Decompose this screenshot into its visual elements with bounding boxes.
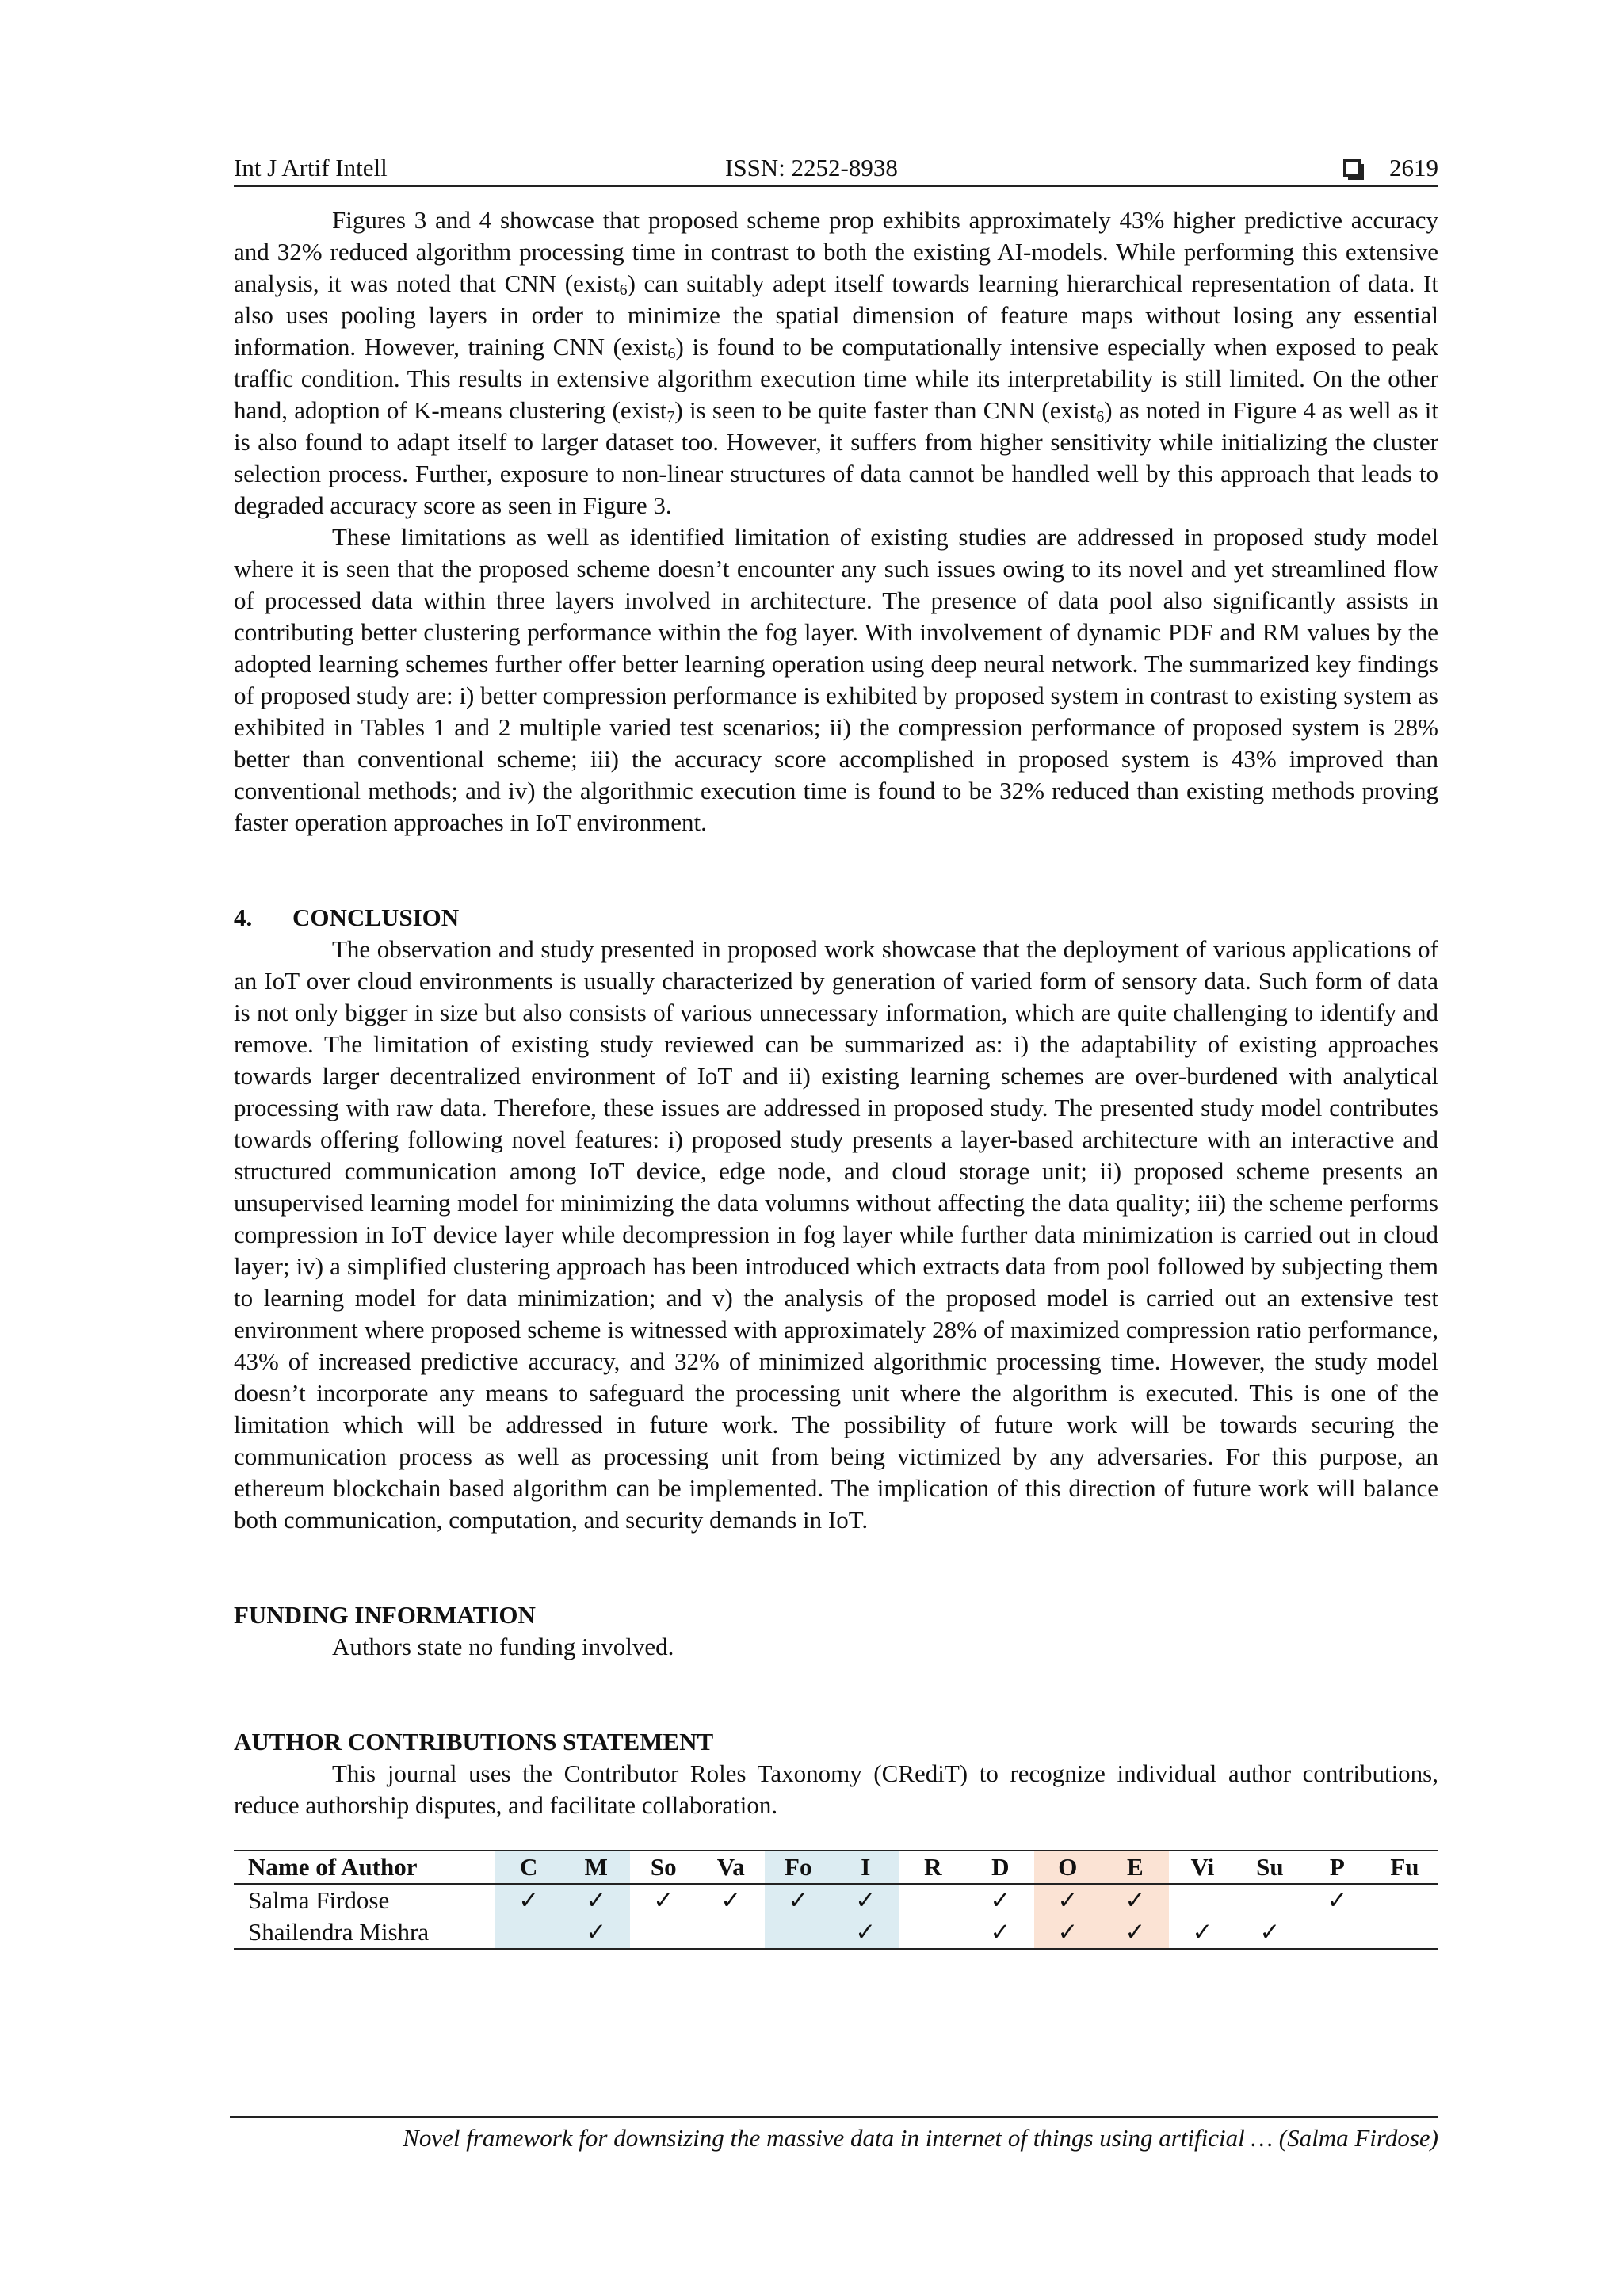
funding-paragraph: Authors state no funding involved. bbox=[332, 1633, 674, 1660]
contributions-section bbox=[234, 1726, 1438, 1950]
discussion-section bbox=[234, 204, 1438, 839]
role-header: D bbox=[991, 1853, 1010, 1881]
empty-cell bbox=[697, 1916, 765, 1949]
check-mark-icon: ✓ bbox=[1034, 1916, 1102, 1949]
running-header bbox=[234, 151, 1438, 187]
page-number: 2619 bbox=[1389, 154, 1438, 181]
check-mark-icon: ✓ bbox=[765, 1884, 832, 1916]
check-mark-icon: ✓ bbox=[832, 1916, 899, 1949]
check-mark-icon: ✓ bbox=[1192, 1918, 1213, 1946]
empty-cell bbox=[1371, 1884, 1438, 1916]
empty-cell bbox=[495, 1916, 563, 1949]
contributions-table bbox=[234, 1850, 1438, 1950]
check-mark-icon: ✓ bbox=[832, 1884, 899, 1916]
role-header: O bbox=[1034, 1851, 1102, 1884]
author-name: Shailendra Mishra bbox=[248, 1918, 430, 1946]
role-header: I bbox=[832, 1851, 899, 1884]
conclusion-section bbox=[234, 902, 1438, 1536]
footer-citation: Novel framework for downsizing the massive data in internet of things using artificial … (Salma Firdose) bbox=[403, 2124, 1438, 2152]
table-row bbox=[234, 1884, 1438, 1916]
role-header: So bbox=[650, 1853, 677, 1881]
author-name: Salma Firdose bbox=[248, 1886, 390, 1914]
check-mark-icon: ✓ bbox=[563, 1916, 630, 1949]
empty-cell bbox=[899, 1916, 967, 1949]
empty-cell bbox=[1169, 1884, 1236, 1916]
empty-cell bbox=[630, 1916, 697, 1949]
name-column-header: Name of Author bbox=[248, 1853, 418, 1881]
check-mark-icon: ✓ bbox=[653, 1886, 674, 1914]
page-number-group bbox=[1343, 154, 1438, 182]
check-mark-icon: ✓ bbox=[990, 1886, 1011, 1914]
role-header: Va bbox=[716, 1853, 745, 1881]
discussion-paragraph-2: These limitations as well as identified limitation of existing studies are addressed in proposed study model where it is seen that the proposed scheme doesn’t encounter any such issues owing to its novel and yet streamlined flow of processed data within three layers involved in architecture. The presence of data pool also significantly assists in contributing better clustering performance within the fog layer. With involvement of dynamic PDF and RM values by the adopted learning schemes further offer better learning operation using deep neural network. The summarized key findings of proposed study are: i) better compression performance is exhibited by proposed system in contrast to existing system as exhibited in Tables 1 and 2 multiple varied test scenarios; ii) the compression performance of proposed system is 28% better than conventional scheme; iii) the accuracy score accomplished in proposed system is 43% improved than conventional methods; and iv) the algorithmic execution time is found to be 32% reduced than existing methods proving faster operation approaches in IoT environment. bbox=[234, 523, 1438, 836]
page-content bbox=[234, 151, 1438, 1950]
empty-cell bbox=[1371, 1916, 1438, 1949]
funding-section bbox=[234, 1599, 1438, 1663]
check-mark-icon: ✓ bbox=[1034, 1884, 1102, 1916]
check-mark-icon: ✓ bbox=[1102, 1884, 1169, 1916]
section-heading: 4. CONCLUSION bbox=[234, 904, 460, 931]
journal-name: Int J Artif Intell bbox=[234, 154, 388, 181]
check-mark-icon: ✓ bbox=[495, 1884, 563, 1916]
role-header: Vi bbox=[1190, 1853, 1215, 1881]
role-header: Su bbox=[1256, 1853, 1284, 1881]
issn: ISSN: 2252-8938 bbox=[725, 154, 898, 181]
role-header: E bbox=[1102, 1851, 1169, 1884]
table-row bbox=[234, 1916, 1438, 1949]
contributions-paragraph: This journal uses the Contributor Roles Taxonomy (CRediT) to recognize individual author contributions, reduce authorship disputes, and facilitate collaboration. bbox=[234, 1759, 1438, 1819]
empty-cell bbox=[1304, 1916, 1371, 1949]
empty-cell bbox=[1236, 1884, 1304, 1916]
role-header: C bbox=[495, 1851, 563, 1884]
section-heading: AUTHOR CONTRIBUTIONS STATEMENT bbox=[234, 1728, 714, 1755]
check-mark-icon: ✓ bbox=[990, 1918, 1011, 1946]
running-footer bbox=[230, 2116, 1438, 2153]
role-header: P bbox=[1329, 1853, 1345, 1881]
role-header: Fo bbox=[765, 1851, 832, 1884]
role-header: R bbox=[924, 1853, 942, 1881]
empty-cell bbox=[899, 1884, 967, 1916]
role-header: Fu bbox=[1390, 1853, 1419, 1881]
role-header: M bbox=[563, 1851, 630, 1884]
check-mark-icon: ✓ bbox=[563, 1884, 630, 1916]
checkbox-square-icon bbox=[1343, 159, 1361, 177]
check-mark-icon: ✓ bbox=[1327, 1886, 1348, 1914]
check-mark-icon: ✓ bbox=[1259, 1918, 1281, 1946]
discussion-paragraph-1: Figures 3 and 4 showcase that proposed scheme prop exhibits approximately 43% higher predictive accuracy and 32% reduced algorithm processing time in contrast to both the existing AI-models. While performing this extensive analysis, it was noted that CNN (exist$_6$) can suitably adept itself towards learning hierarchical representation of data. It also uses pooling layers in order to minimize the spatial dimension of feature maps without losing any essential information. However, training CNN (exist$_6$) is found to be computationally intensive especially when exposed to peak traffic condition. This results in extensive algorithm execution time while its interpretability is still limited. On the other hand, adoption of K-means clustering (exist$_7$) is seen to be quite faster than CNN (exist$_6$) as noted in Figure 4 as well as it is also found to adapt itself to larger dataset too. However, it suffers from higher sensitivity while initializing the cluster selection process. Further, exposure to non-linear structures of data cannot be handled well by this approach that leads to degraded accuracy score as seen in Figure 3. bbox=[234, 206, 1439, 519]
empty-cell bbox=[765, 1916, 832, 1949]
section-heading: FUNDING INFORMATION bbox=[234, 1601, 536, 1629]
check-mark-icon: ✓ bbox=[720, 1886, 742, 1914]
check-mark-icon: ✓ bbox=[1102, 1916, 1169, 1949]
table-header-row bbox=[234, 1851, 1438, 1884]
conclusion-paragraph: The observation and study presented in proposed work showcase that the deployment of various applications of an IoT over cloud environments is usually characterized by generation of varied form of sensory data. Such form of data is not only bigger in size but also consists of various unnecessary information, which are quite challenging to identify and remove. The limitation of existing study reviewed can be summarized as: i) the adaptability of existing approaches towards larger decentralized environment of IoT and ii) existing learning schemes are over-burdened with analytical processing with raw data. Therefore, these issues are addressed in proposed study. The presented study model contributes towards offering following novel features: i) proposed study presents a layer-based architecture with an interactive and structured communication among IoT device, edge node, and cloud storage unit; ii) proposed scheme presents an unsupervised learning model for minimizing the data volumns without affecting the data quality; iii) the scheme performs compression in IoT device layer while decompression in fog layer while further data minimization is carried out in cloud layer; iv) a simplified clustering approach has been introduced which extracts data from pool followed by subjecting them to learning model for data minimization; and v) the analysis of the proposed model is carried out an extensive test environment where proposed scheme is witnessed with approximately 28% of maximized compression ratio performance, 43% of increased predictive accuracy, and 32% of minimized algorithmic processing time. However, the study model doesn’t incorporate any means to safeguard the processing unit where the algorithm is executed. This is one of the limitation which will be addressed in future work. The possibility of future work will be towards securing the communication process as well as processing unit from being victimized by any adversaries. For this purpose, an ethereum blockchain based algorithm can be implemented. The implication of this direction of future work will balance both communication, computation, and security demands in IoT. bbox=[234, 935, 1438, 1534]
